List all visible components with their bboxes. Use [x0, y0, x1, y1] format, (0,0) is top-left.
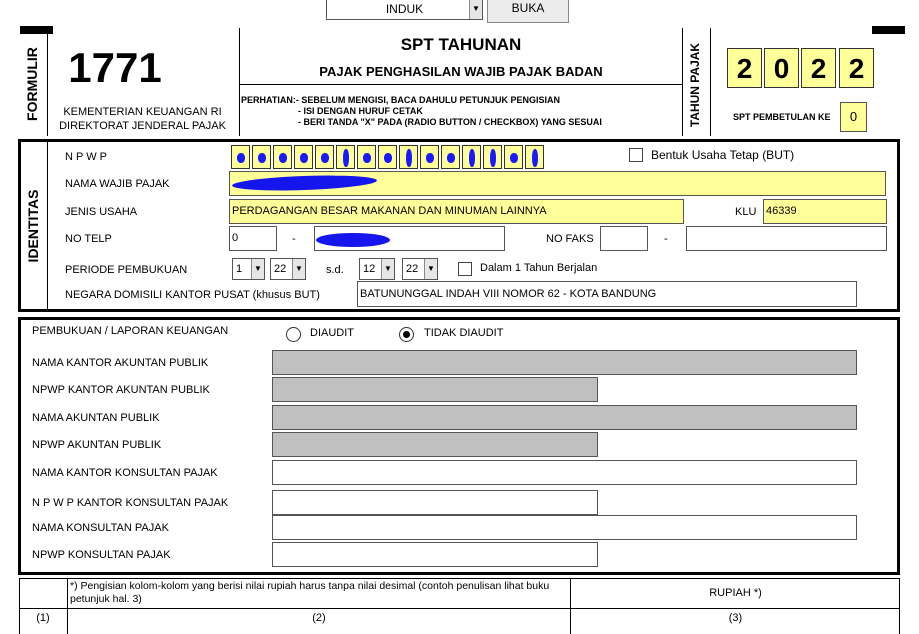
npwp-digit-box[interactable]	[462, 145, 481, 169]
npwp-field[interactable]	[229, 144, 559, 170]
npwp-digit-box[interactable]	[336, 145, 355, 169]
npwp-redaction-mark	[279, 153, 287, 163]
rupiah-note: *) Pengisian kolom-kolom yang berisi nilai rupiah harus tanpa nilai desimal (contoh penulisan lihat buku petunjuk hal. 3)	[70, 580, 550, 605]
nama-akuntan-input[interactable]	[272, 405, 857, 430]
periode-end-month-value: 12	[363, 263, 376, 275]
npwp-redaction-mark	[384, 153, 392, 163]
audit-row-label: N P W P KANTOR KONSULTAN PAJAK	[32, 497, 229, 509]
npwp-digit-box[interactable]	[399, 145, 418, 169]
jenis-input[interactable]: PERDAGANGAN BESAR MAKANAN DAN MINUMAN LAINNYA	[229, 199, 684, 224]
ministry-line2: DIREKTORAT JENDERAL PAJAK	[59, 120, 226, 132]
audit-row-label: NAMA KONSULTAN PAJAK	[32, 522, 169, 534]
npwp-digit-box[interactable]	[315, 145, 334, 169]
tidak-diaudit-label: TIDAK DIAUDIT	[424, 327, 504, 339]
npwp-digit-box[interactable]	[420, 145, 439, 169]
periode-end-month[interactable]	[359, 258, 395, 280]
but-checkbox[interactable]	[629, 148, 643, 162]
formulir-label: FORMULIR	[24, 47, 40, 121]
open-button-label: BUKA	[511, 1, 545, 15]
npwp-digit-box[interactable]	[357, 145, 376, 169]
npwp-redaction-mark	[426, 153, 434, 163]
npwp-digit-box[interactable]	[273, 145, 292, 169]
chevron-down-icon[interactable]: ▼	[251, 259, 264, 279]
tidak-diaudit-radio[interactable]	[399, 327, 414, 342]
npwp-redaction-mark	[447, 153, 455, 163]
npwp-kantor-akuntan-input[interactable]	[272, 377, 598, 402]
diaudit-label: DIAUDIT	[310, 327, 354, 339]
year-digit-1: 2	[727, 48, 762, 88]
npwp-digit-box[interactable]	[504, 145, 523, 169]
npwp-redaction-mark	[532, 149, 538, 167]
year-digit-2: 0	[764, 48, 799, 88]
table-hline	[19, 608, 900, 609]
audit-row-label: NAMA KANTOR KONSULTAN PAJAK	[32, 467, 218, 479]
fax-number-input[interactable]	[686, 226, 887, 251]
telp-label: NO TELP	[65, 233, 112, 245]
nama-kantor-akuntan-input[interactable]	[272, 350, 857, 375]
npwp-digit-box[interactable]	[441, 145, 460, 169]
but-label: Bentuk Usaha Tetap (BUT)	[651, 148, 795, 162]
form-number: 1771	[68, 44, 162, 91]
periode-start-month[interactable]	[232, 258, 265, 280]
npwp-kantor-konsultan-input[interactable]	[272, 490, 598, 515]
npwp-redaction-mark	[490, 149, 496, 167]
jenis-label: JENIS USAHA	[65, 206, 138, 218]
spt-title: SPT TAHUNAN	[400, 35, 522, 54]
year-digit-4: 2	[839, 48, 874, 88]
column-number-2: (2)	[312, 612, 326, 624]
nama-label: NAMA WAJIB PAJAK	[65, 178, 170, 190]
npwp-redaction-mark	[469, 149, 475, 167]
npwp-redaction-mark	[237, 153, 245, 163]
ministry-line1: KEMENTERIAN KEUANGAN RI	[63, 106, 222, 118]
spt-type-select-value: INDUK	[385, 2, 424, 16]
npwp-digit-box[interactable]	[483, 145, 502, 169]
klu-label: KLU	[735, 206, 757, 218]
spt-subtitle: PAJAK PENGHASILAN WAJIB PAJAK BADAN	[319, 64, 603, 79]
negara-label: NEGARA DOMISILI KANTOR PUSAT (khusus BUT)	[65, 289, 320, 301]
npwp-digit-box[interactable]	[231, 145, 250, 169]
fax-dash: -	[664, 233, 668, 245]
diaudit-radio[interactable]	[286, 327, 301, 342]
pembetulan-label: SPT PEMBETULAN KE	[733, 112, 831, 122]
periode-start-year[interactable]	[270, 258, 306, 280]
npwp-digit-box[interactable]	[252, 145, 271, 169]
header-divider-left	[47, 30, 48, 136]
identitas-divider	[47, 141, 48, 310]
table-vline-1	[67, 578, 68, 634]
header-divider-year	[710, 28, 711, 136]
corner-mark-right	[872, 26, 905, 34]
npwp-redaction-mark	[300, 153, 308, 163]
periode-end-year-value: 22	[406, 263, 419, 275]
npwp-redaction-mark	[510, 153, 518, 163]
npwp-digit-box[interactable]	[378, 145, 397, 169]
periode-start-year-value: 22	[274, 263, 287, 275]
npwp-digit-box[interactable]	[294, 145, 313, 169]
audit-row-label: NAMA KANTOR AKUNTAN PUBLIK	[32, 357, 209, 369]
header-divider-right	[682, 28, 683, 136]
dalam-tahun-label: Dalam 1 Tahun Berjalan	[480, 262, 598, 274]
audit-row-label: NPWP KANTOR AKUNTAN PUBLIK	[32, 384, 210, 396]
audit-row-label: NPWP KONSULTAN PAJAK	[32, 549, 171, 561]
fax-label: NO FAKS	[546, 233, 594, 245]
fax-code-input[interactable]	[600, 226, 648, 251]
telp-code-input[interactable]: 0	[229, 226, 277, 251]
audit-row-label: NAMA AKUNTAN PUBLIK	[32, 412, 160, 424]
telp-redaction	[316, 233, 390, 247]
nama-konsultan-input[interactable]	[272, 515, 857, 540]
perhatian-line2: - ISI DENGAN HURUF CETAK	[298, 106, 423, 116]
open-button[interactable]	[487, 0, 569, 23]
year-digit-3: 2	[801, 48, 836, 88]
negara-input[interactable]: BATUNUNGGAL INDAH VIII NOMOR 62 - KOTA BANDUNG	[357, 281, 857, 307]
perhatian-line3: - BERI TANDA "X" PADA (RADIO BUTTON / CHECKBOX) YANG SESUAI	[298, 117, 602, 127]
column-number-3: (3)	[728, 612, 743, 624]
npwp-redaction-mark	[321, 153, 329, 163]
npwp-label: N P W P	[65, 151, 107, 163]
periode-end-year[interactable]	[402, 258, 438, 280]
spt-type-select[interactable]	[326, 0, 483, 20]
header-hline	[239, 84, 682, 85]
dalam-tahun-checkbox[interactable]	[458, 262, 472, 276]
periode-label: PERIODE PEMBUKUAN	[65, 264, 188, 276]
npwp-akuntan-input[interactable]	[272, 432, 598, 457]
pembetulan-input[interactable]: 0	[840, 102, 867, 132]
corner-mark-left	[20, 26, 53, 34]
chevron-down-icon[interactable]: ▼	[381, 259, 394, 279]
identitas-label: IDENTITAS	[25, 189, 41, 263]
chevron-down-icon[interactable]: ▼	[469, 0, 482, 19]
periode-start-month-value: 1	[236, 263, 243, 275]
audit-row-label: NPWP AKUNTAN PUBLIK	[32, 439, 162, 451]
npwp-digit-box[interactable]	[525, 145, 544, 169]
sd-label: s.d.	[326, 264, 344, 276]
npwp-konsultan-input[interactable]	[272, 542, 598, 567]
chevron-down-icon[interactable]: ▼	[424, 259, 437, 279]
tahun-pajak-label: TAHUN PAJAK	[688, 42, 702, 128]
rupiah-header: RUPIAH *)	[709, 587, 762, 599]
column-number-1: (1)	[36, 612, 50, 624]
nama-kantor-konsultan-input[interactable]	[272, 460, 857, 485]
telp-dash: -	[292, 233, 296, 245]
chevron-down-icon[interactable]: ▼	[292, 259, 305, 279]
klu-input[interactable]: 46339	[763, 199, 887, 224]
pembukuan-label: PEMBUKUAN / LAPORAN KEUANGAN	[32, 325, 229, 337]
npwp-redaction-mark	[343, 149, 349, 167]
npwp-redaction-mark	[258, 153, 266, 163]
npwp-redaction-mark	[406, 149, 412, 167]
npwp-redaction-mark	[363, 153, 371, 163]
perhatian-line1: PERHATIAN:- SEBELUM MENGISI, BACA DAHULU PETUNJUK PENGISIAN	[241, 95, 561, 105]
